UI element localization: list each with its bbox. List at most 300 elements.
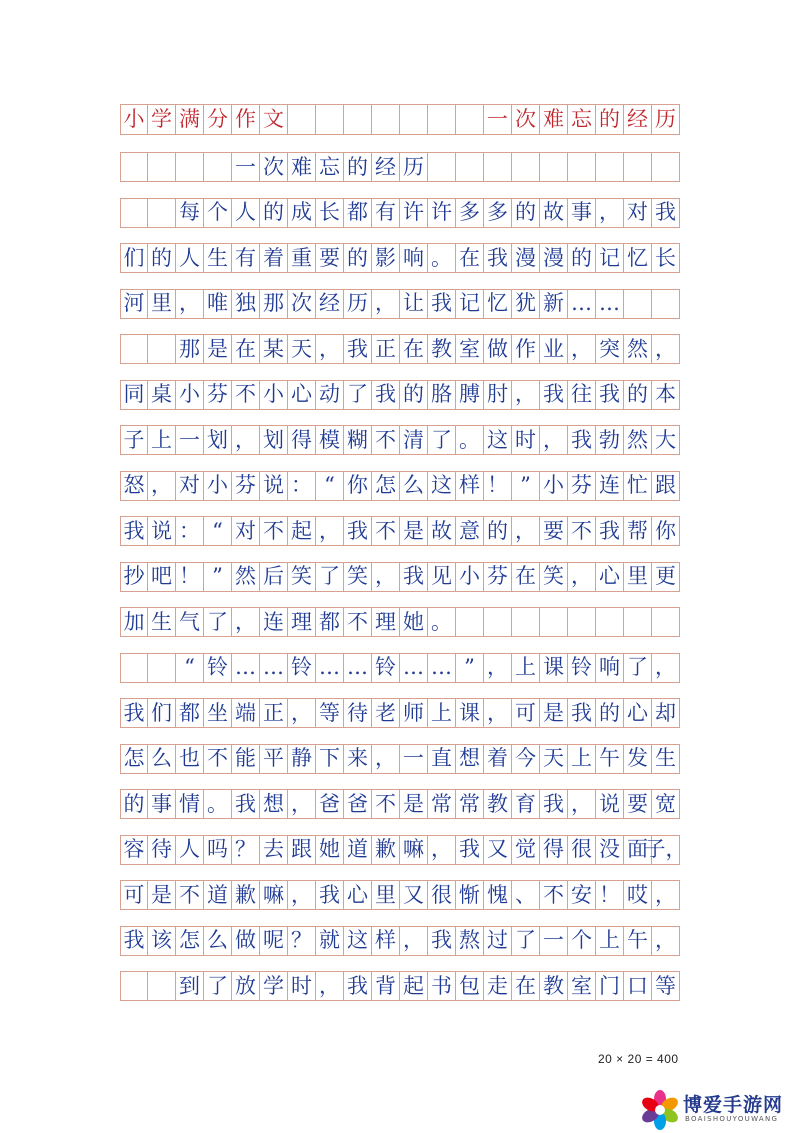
grid-cell: 漫 [540,243,568,273]
grid-cell: 作 [512,334,540,364]
grid-cell: 正 [260,698,288,728]
grid-cell: 就 [316,926,344,956]
grid-cell: 我 [540,380,568,410]
grid-cell: 铃 [372,653,400,683]
grid-cell: 大 [652,425,680,455]
grid-cell: 是 [400,516,428,546]
grid-cell: 坐 [204,698,232,728]
grid-cell: 小 [456,562,484,592]
grid-cell: ” [456,653,484,683]
grid-cell: 有 [372,198,400,228]
grid-row [120,880,680,910]
grid-cell: 却 [652,698,680,728]
grid-cell: 了 [512,926,540,956]
grid-cell: 歉 [232,880,260,910]
grid-cell: … [260,653,288,683]
header-cell: 分 [204,104,232,135]
grid-cell: 铃 [288,653,316,683]
grid-cell: 突 [596,334,624,364]
grid-cell: ， [540,425,568,455]
grid-cell: 都 [316,607,344,637]
grid-cell: 我 [568,425,596,455]
grid-cell: ？ [288,926,316,956]
grid-cell: 难 [288,152,316,182]
grid-row [120,835,687,865]
grid-cell: 不 [372,789,400,819]
grid-cell: … [568,289,596,319]
grid-cell: 熬 [456,926,484,956]
grid-cell: 直 [428,744,456,774]
grid-cell: 心 [596,562,624,592]
grid-cell: 一 [232,152,260,182]
grid-cell [596,152,624,182]
grid-cell: 划 [204,425,232,455]
grid-cell: 小 [204,471,232,501]
grid-cell: 我 [120,926,148,956]
grid-cell: 又 [484,835,512,865]
grid-cell: 历 [344,289,372,319]
grid-cell: 气 [176,607,204,637]
grid-cell: 故 [540,198,568,228]
grid-cell: ， [652,880,680,910]
grid-cell: 放 [232,971,260,1001]
grid-cell: 她 [316,835,344,865]
header-cell: 学 [148,104,176,135]
header-cell: 的 [596,104,624,135]
grid-cell: 背 [372,971,400,1001]
grid-cell: 人 [176,835,204,865]
grid-cell: 不 [540,880,568,910]
grid-cell: 时 [288,971,316,1001]
grid-row [120,243,680,273]
grid-cell: 愧 [484,880,512,910]
grid-cell: 糊 [344,425,372,455]
grid-cell: 对 [624,198,652,228]
grid-cell: 师 [400,698,428,728]
grid-cell: 心 [288,380,316,410]
grid-cell: 同 [120,380,148,410]
header-cell [428,104,456,135]
grid-cell [148,653,176,683]
grid-cell: 们 [120,243,148,273]
grid-cell: 你 [652,516,680,546]
grid-cell: 的 [148,243,176,273]
grid-cell: … [316,653,344,683]
header-cell [400,104,428,135]
grid-cell: ， [428,835,456,865]
grid-cell: 胳 [428,380,456,410]
grid-cell: 有 [232,243,260,273]
grid-cell: 铃 [568,653,596,683]
grid-cell: 口 [624,971,652,1001]
grid-cell: ， [148,471,176,501]
grid-cell: 惭 [456,880,484,910]
grid-cell: 常 [428,789,456,819]
grid-cell: 记 [596,243,624,273]
grid-cell: 说 [596,789,624,819]
grid-cell: 是 [148,880,176,910]
header-cell: 忘 [568,104,596,135]
header-cell: 小 [120,104,148,135]
grid-cell: 天 [540,744,568,774]
grid-cell: 的 [120,789,148,819]
flower-logo-icon [640,1090,680,1130]
grid-cell: 的 [568,243,596,273]
grid-cell: ， [568,562,596,592]
grid-cell [568,152,596,182]
header-cell [344,104,372,135]
grid-cell: 河 [120,289,148,319]
header-cell: 文 [260,104,288,135]
header-cell: 作 [232,104,260,135]
grid-cell: 是 [204,334,232,364]
grid-cell: 平 [260,744,288,774]
grid-cell: 的 [512,198,540,228]
grid-cell: 着 [260,243,288,273]
grid-cell: 那 [176,334,204,364]
grid-cell: 的 [344,243,372,273]
grid-cell: 不 [176,880,204,910]
grid-cell [148,334,176,364]
grid-cell: 里 [624,562,652,592]
grid-cell: 膊 [456,380,484,410]
grid-cell: 跟 [288,835,316,865]
grid-cell: 说 [148,516,176,546]
grid-cell [120,198,148,228]
grid-cell: 了 [344,380,372,410]
grid-cell: ， [288,880,316,910]
grid-cell: 我 [428,289,456,319]
grid-cell: 静 [288,744,316,774]
grid-cell: 道 [344,835,372,865]
grid-cell: ， [568,334,596,364]
grid-cell: 唯 [204,289,232,319]
grid-row [120,789,680,819]
grid-cell: 过 [484,926,512,956]
grid-cell: ， [232,425,260,455]
grid-cell: 午 [596,744,624,774]
grid-cell [512,152,540,182]
grid-cell: 怒 [120,471,148,501]
grid-cell: 么 [204,926,232,956]
grid-cell: 让 [400,289,428,319]
grid-cell: 门 [596,971,624,1001]
grid-cell [148,198,176,228]
grid-cell: ， [232,607,260,637]
grid-cell: 她 [400,607,428,637]
grid-cell: 犹 [512,289,540,319]
grid-cell: 不 [568,516,596,546]
grid-cell [652,289,680,319]
grid-cell: 芬 [568,471,596,501]
grid-cell: 业 [540,334,568,364]
grid-cell: ， [652,926,680,956]
grid-cell: 很 [568,835,596,865]
grid-cell: ， [288,789,316,819]
grid-cell: 往 [568,380,596,410]
grid-cell: … [344,653,372,683]
grid-cell: ” [512,471,540,501]
grid-cell: 芬 [204,380,232,410]
grid-cell [120,334,148,364]
grid-cell: ： [288,471,316,501]
grid-cell: 里 [148,289,176,319]
header-cell: 难 [540,104,568,135]
grid-row [120,425,680,455]
grid-cell: 勃 [596,425,624,455]
grid-cell [652,152,680,182]
grid-cell: 教 [428,334,456,364]
grid-cell: 来 [344,744,372,774]
grid-cell: 帮 [624,516,652,546]
grid-cell: 发 [624,744,652,774]
grid-row [120,653,680,683]
grid-cell: 常 [456,789,484,819]
grid-cell: 在 [232,334,260,364]
grid-cell: “ [316,471,344,501]
grid-cell: 一 [400,744,428,774]
grid-cell: … [400,653,428,683]
grid-cell: 爸 [316,789,344,819]
grid-cell: 后 [260,562,288,592]
grid-cell: 吗 [204,835,232,865]
grid-cell: 上 [428,698,456,728]
grid-row [120,926,680,956]
grid-cell: 么 [148,744,176,774]
grid-cell: ！ [596,880,624,910]
grid-cell: 动 [316,380,344,410]
grid-cell: 的 [484,516,512,546]
grid-cell: 我 [456,835,484,865]
composition-paper [120,100,687,1032]
grid-cell: 我 [120,698,148,728]
grid-cell: 理 [372,607,400,637]
grid-cell: 我 [344,334,372,364]
grid-cell: ， [316,971,344,1001]
grid-cell: 然 [232,562,260,592]
grid-cell: 得 [288,425,316,455]
grid-cell: 笑 [344,562,372,592]
grid-cell: 响 [596,653,624,683]
grid-row [120,289,680,319]
grid-cell [120,152,148,182]
grid-cell: 不 [232,380,260,410]
grid-cell: 是 [540,698,568,728]
grid-cell: 上 [596,926,624,956]
grid-cell: 可 [512,698,540,728]
grid-cell: 划 [260,425,288,455]
grid-cell: 本 [652,380,680,410]
grid-cell: 学 [260,971,288,1001]
grid-cell: 铃 [204,653,232,683]
grid-cell: 里 [372,880,400,910]
grid-cell: 上 [512,653,540,683]
grid-cell: ， [400,926,428,956]
grid-cell: 了 [428,425,456,455]
grid-cell: 生 [204,243,232,273]
grid-cell: 都 [344,198,372,228]
grid-cell: 是 [400,789,428,819]
grid-cell: 都 [176,698,204,728]
grid-cell: 等 [316,698,344,728]
grid-cell: 长 [316,198,344,228]
grid-cell: 样 [372,926,400,956]
grid-cell: 可 [120,880,148,910]
grid-cell: ， [512,380,540,410]
grid-cell: 然 [624,334,652,364]
grid-cell: ！ [176,562,204,592]
grid-cell: 得 [540,835,568,865]
grid-cell: ， [596,198,624,228]
grid-cell: 该 [148,926,176,956]
grid-cell: 要 [624,789,652,819]
grid-row [120,698,680,728]
grid-cell: 笑 [288,562,316,592]
grid-cell: 去 [260,835,288,865]
grid-cell: 很 [428,880,456,910]
grid-cell: 然 [624,425,652,455]
grid-cell: 理 [288,607,316,637]
grid-cell: ， [372,562,400,592]
grid-cell: ？ [232,835,260,865]
grid-cell: 在 [400,334,428,364]
grid-cell: 人 [232,198,260,228]
grid-cell: 的 [624,380,652,410]
header-row [120,104,680,135]
grid-row [120,516,680,546]
grid-cell: 我 [232,789,260,819]
grid-cell: 重 [288,243,316,273]
grid-cell: ， [568,789,596,819]
grid-cell: 着 [484,744,512,774]
grid-cell: 。 [204,789,232,819]
watermark-subtitle: BOAISHOUYOUWANG [685,1115,779,1123]
grid-cell: ， [512,516,540,546]
grid-cell: 小 [260,380,288,410]
grid-cell: 我 [540,789,568,819]
grid-cell: 做 [232,926,260,956]
grid-cell [456,152,484,182]
grid-cell [204,152,232,182]
grid-cell: 书 [428,971,456,1001]
grid-cell: 宽 [652,789,680,819]
grid-cell: 们 [148,698,176,728]
grid-cell: 觉 [512,835,540,865]
header-cell: 历 [652,104,680,135]
grid-cell: 嘛 [260,880,288,910]
grid-cell: 生 [652,744,680,774]
grid-cell: 、 [512,880,540,910]
grid-cell: 的 [260,198,288,228]
grid-cell: 今 [512,744,540,774]
grid-cell: 这 [428,471,456,501]
grid-cell [120,653,148,683]
grid-cell: 怎 [176,926,204,956]
grid-cell: 面 [624,835,652,865]
grid-cell: 响 [400,243,428,273]
grid-cell: 。 [428,243,456,273]
grid-cell: 加 [120,607,148,637]
grid-cell: 忘 [316,152,344,182]
grid-cell: 道 [204,880,232,910]
grid-cell: 上 [148,425,176,455]
grid-cell: 容 [120,835,148,865]
grid-cell: 经 [372,152,400,182]
grid-cell: 一 [176,425,204,455]
grid-cell: 想 [260,789,288,819]
grid-cell: 嘛 [400,835,428,865]
grid-cell: 走 [484,971,512,1001]
grid-cell: 不 [372,425,400,455]
grid-row [120,744,680,774]
grid-cell: 某 [260,334,288,364]
grid-cell: 我 [568,698,596,728]
grid-cell: ， [316,516,344,546]
grid-cell: 心 [624,698,652,728]
grid-cell: 室 [568,971,596,1001]
grid-cell: 影 [372,243,400,273]
grid-cell: 忆 [624,243,652,273]
grid-cell: 天 [288,334,316,364]
grid-cell: 芬 [232,471,260,501]
grid-cell: ， [316,334,344,364]
grid-cell: 了 [204,971,232,1001]
grid-cell: ， [176,289,204,319]
grid-row [120,607,680,637]
grid-cell: 的 [596,698,624,728]
grid-cell: 待 [148,835,176,865]
grid-cell: ， [288,698,316,728]
grid-cell: 这 [484,425,512,455]
grid-cell: 哎 [624,880,652,910]
grid-cell: 情 [176,789,204,819]
grid-cell: 个 [204,198,232,228]
grid-cell: 长 [652,243,680,273]
grid-cell: 我 [652,198,680,228]
grid-cell: 课 [456,698,484,728]
grid-count-note: 20 × 20 = 400 [598,1052,679,1066]
grid-cell: 多 [456,198,484,228]
grid-cell: 要 [540,516,568,546]
grid-cell: 成 [288,198,316,228]
grid-cell [624,289,652,319]
grid-cell: 等 [652,971,680,1001]
grid-cell: 连 [596,471,624,501]
grid-cell: 不 [344,607,372,637]
grid-cell: 多 [484,198,512,228]
grid-cell: 待 [344,698,372,728]
site-watermark [640,1088,795,1130]
grid-cell: 独 [232,289,260,319]
grid-cell: “ [176,653,204,683]
grid-cell: ， [652,653,680,683]
grid-cell: 起 [288,516,316,546]
grid-cell: 怎 [372,471,400,501]
grid-cell: 怎 [120,744,148,774]
grid-cell: 抄 [120,562,148,592]
grid-cell [456,607,484,637]
grid-cell: 一 [540,926,568,956]
header-cell: 一 [484,104,512,135]
grid-cell: 清 [400,425,428,455]
grid-cell [120,971,148,1001]
grid-cell [596,607,624,637]
grid-cell: ， [372,289,400,319]
grid-cell: 包 [456,971,484,1001]
grid-cell: 安 [568,880,596,910]
grid-cell: 端 [232,698,260,728]
grid-cell: 小 [540,471,568,501]
